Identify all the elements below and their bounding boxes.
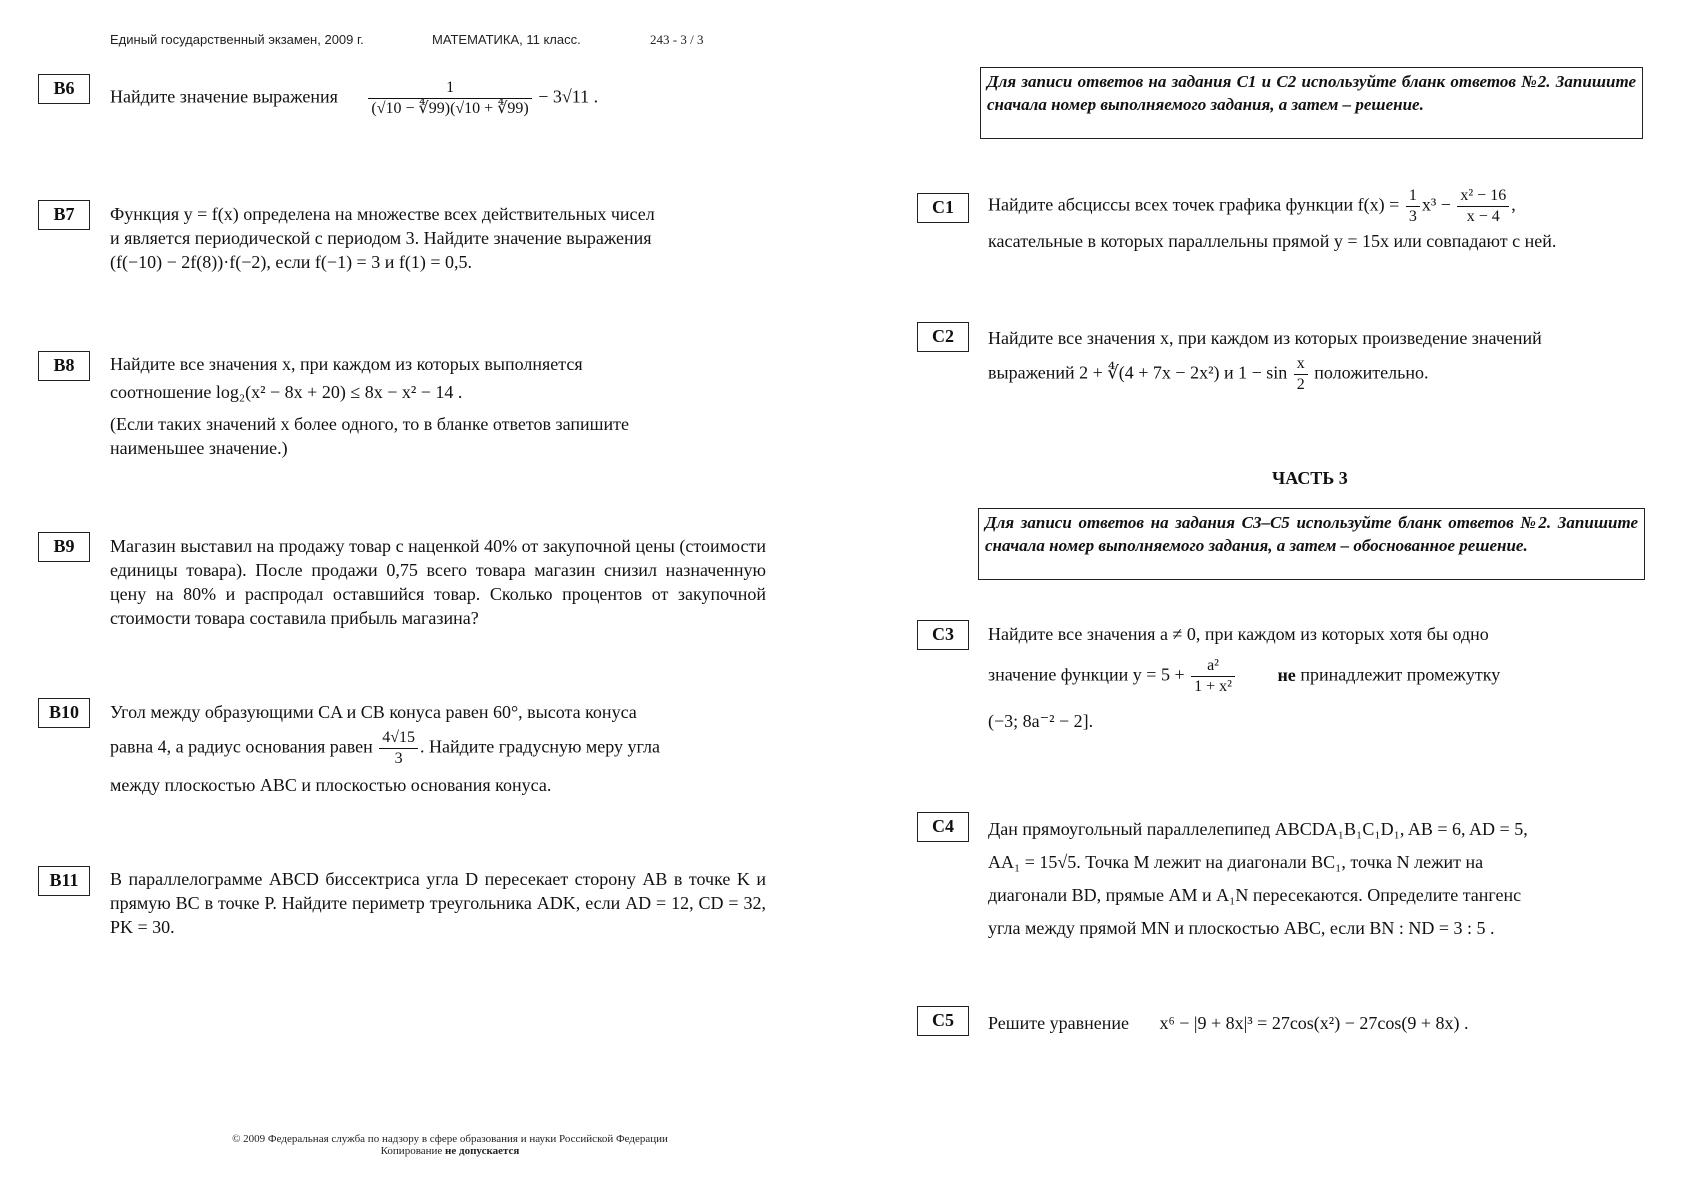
task-b9-text: Магазин выставил на продажу товар с наценкой 40% от закупочной цены (стоимости единицы товара). После продажи 0,75 всего товара магазин снизил назначенную цену на 80% и распродал оставшийся товар. Сколько процентов от закупочной стоимости товара составила прибыль магазина? <box>110 536 766 628</box>
task-label-b10: B10 <box>38 698 90 728</box>
footer-not-allowed: не допускается <box>445 1145 520 1157</box>
subject-title: МАТЕМАТИКА, 11 класс. <box>432 32 581 47</box>
c4-line4: угла между прямой MN и плоскостью ABC, если BN : ND = 3 : 5 . <box>988 918 1495 938</box>
b6-denominator: (√10 − ∜99)(√10 + ∜99) <box>371 100 529 117</box>
c1-line2: касательные в которых параллельны прямой y = 15x или совпадают с ней. <box>988 231 1557 251</box>
task-b8-text <box>110 352 766 460</box>
c3-line3: (−3; 8a⁻² − 2]. <box>988 711 1094 731</box>
b7-line2: и является периодической с периодом 3. Найдите значение выражения <box>110 228 652 248</box>
c1-frac2-den: x − 4 <box>1466 208 1500 225</box>
c1-line1-start: Найдите абсциссы всех точек графика функции f(x) = <box>988 194 1400 215</box>
task-label-c4: C4 <box>917 812 969 842</box>
b10-line3: между плоскостью ABC и плоскостью основания конуса. <box>110 775 552 795</box>
c4-line2: AA₁ = 15√5. Точка M лежит на диагонали BC₁, точка N лежит на <box>988 852 1484 872</box>
footer-line1: © 2009 Федеральная служба по надзору в сфере образования и науки Российской Федерации <box>232 1133 668 1145</box>
footer-copy-label: Копирование <box>380 1145 443 1157</box>
c3-not: не <box>1277 664 1296 685</box>
task-label-b7: B7 <box>38 200 90 230</box>
c3-line2-start: значение функции y = 5 + <box>988 664 1185 685</box>
b8-line3: (Если таких значений x более одного, то в бланке ответов запишите <box>110 414 629 434</box>
c3-frac-den: 1 + x² <box>1194 678 1232 695</box>
instruction-box-c1-c2: Для записи ответов на задания C1 и C2 используйте бланк ответов №2. Запишите сначала номер выполняемого задания, а затем – решение. <box>980 67 1643 139</box>
b8-line4: наименьшее значение.) <box>110 438 288 458</box>
task-label-c1: C1 <box>917 193 969 223</box>
c3-frac-num: a² <box>1191 656 1235 677</box>
c4-line3: диагонали BD, прямые AM и A₁N пересекаются. Определите тангенс <box>988 885 1522 905</box>
b7-line3: (f(−10) − 2f(8))·f(−2), если f(−1) = 3 и f(1) = 0,5. <box>110 252 472 272</box>
b10-line1: Угол между образующими CA и CB конуса равен 60°, высота конуса <box>110 702 637 722</box>
c1-fraction-1 <box>1406 186 1420 227</box>
c2-line2-start: выражений 2 + ∜(4 + 7x − 2x²) и 1 − sin <box>988 362 1288 383</box>
c2-line2 <box>988 354 1644 395</box>
b10-denominator: 3 <box>394 750 403 767</box>
copyright-footer <box>150 1133 750 1157</box>
task-c3-text <box>988 622 1644 733</box>
task-label-c2: C2 <box>917 322 969 352</box>
b6-numerator: 1 <box>368 78 531 99</box>
task-b11-text: В параллелограмме ABCD биссектриса угла D пересекает сторону AB в точке K и прямую BC в точке P. Найдите периметр треугольника ADK, если AD = 12, CD = 32, PK = 30. <box>110 869 766 937</box>
b10-line2 <box>110 728 766 769</box>
c2-line2-end: положительно. <box>1309 362 1429 383</box>
c3-line2 <box>988 656 1644 697</box>
b10-fraction <box>379 728 418 769</box>
task-label-c5: C5 <box>917 1006 969 1036</box>
instruction-box-c3-c5: Для записи ответов на задания C3–C5 используйте бланк ответов №2. Запишите сначала номер выполняемого задания, а затем – обоснованное решение. <box>978 508 1645 580</box>
exam-title: Единый государственный экзамен, 2009 г. <box>110 32 364 47</box>
footer-line2 <box>150 1145 750 1157</box>
task-c5-text <box>988 1011 1648 1035</box>
c1-mid: x³ − <box>1421 194 1451 215</box>
task-c4-text <box>988 813 1644 945</box>
task-c1-text <box>988 186 1644 253</box>
c3-line2-end: принадлежит промежутку <box>1300 664 1501 685</box>
b10-numerator: 4√15 <box>379 728 418 749</box>
c1-frac1-num: 1 <box>1406 186 1420 207</box>
b7-line1: Функция y = f(x) определена на множестве всех действительных чисел <box>110 204 655 224</box>
c5-prompt: Решите уравнение <box>988 1013 1129 1033</box>
c2-line1: Найдите все значения x, при каждом из которых произведение значений <box>988 328 1542 348</box>
task-label-c3: C3 <box>917 620 969 650</box>
b6-prompt: Найдите значение выражения <box>110 86 338 107</box>
b6-tail: − 3√11 . <box>538 86 599 107</box>
c2-frac-den: 2 <box>1296 376 1305 393</box>
b10-line2-start: равна 4, а радиус основания равен <box>110 736 373 757</box>
task-b7-text <box>110 202 766 274</box>
page-number: 243 - 3 / 3 <box>650 32 704 47</box>
c3-line1: Найдите все значения a ≠ 0, при каждом из которых хотя бы одно <box>988 624 1489 644</box>
task-c2-text <box>988 326 1644 395</box>
c1-fraction-2 <box>1457 186 1509 227</box>
b6-fraction <box>368 78 531 119</box>
task-label-b9: B9 <box>38 532 90 562</box>
task-label-b11: B11 <box>38 866 90 896</box>
b8-line2: соотношение log₂(x² − 8x + 20) ≤ 8x − x² − 14 . <box>110 382 463 402</box>
task-label-b8: B8 <box>38 351 90 381</box>
task-b6-text <box>110 78 598 119</box>
c1-frac1-den: 3 <box>1408 208 1417 225</box>
c1-frac2-num: x² − 16 <box>1457 186 1509 207</box>
c5-equation: x⁶ − |9 + 8x|³ = 27cos(x²) − 27cos(9 + 8x) . <box>1159 1013 1469 1033</box>
c4-line1: Дан прямоугольный параллелепипед ABCDA₁B₁C₁D₁, AB = 6, AD = 5, <box>988 819 1528 839</box>
c1-end: , <box>1511 194 1516 215</box>
task-label-b6: B6 <box>38 74 90 104</box>
part-3-heading: ЧАСТЬ 3 <box>1272 468 1348 488</box>
c3-fraction <box>1191 656 1235 697</box>
b10-line2-end: . Найдите градусную меру угла <box>420 736 660 757</box>
c2-fraction <box>1294 354 1308 395</box>
c2-frac-num: x <box>1294 354 1308 375</box>
c1-line1 <box>988 186 1644 227</box>
b8-line1: Найдите все значения x, при каждом из которых выполняется <box>110 354 583 374</box>
task-b10-text <box>110 700 766 797</box>
